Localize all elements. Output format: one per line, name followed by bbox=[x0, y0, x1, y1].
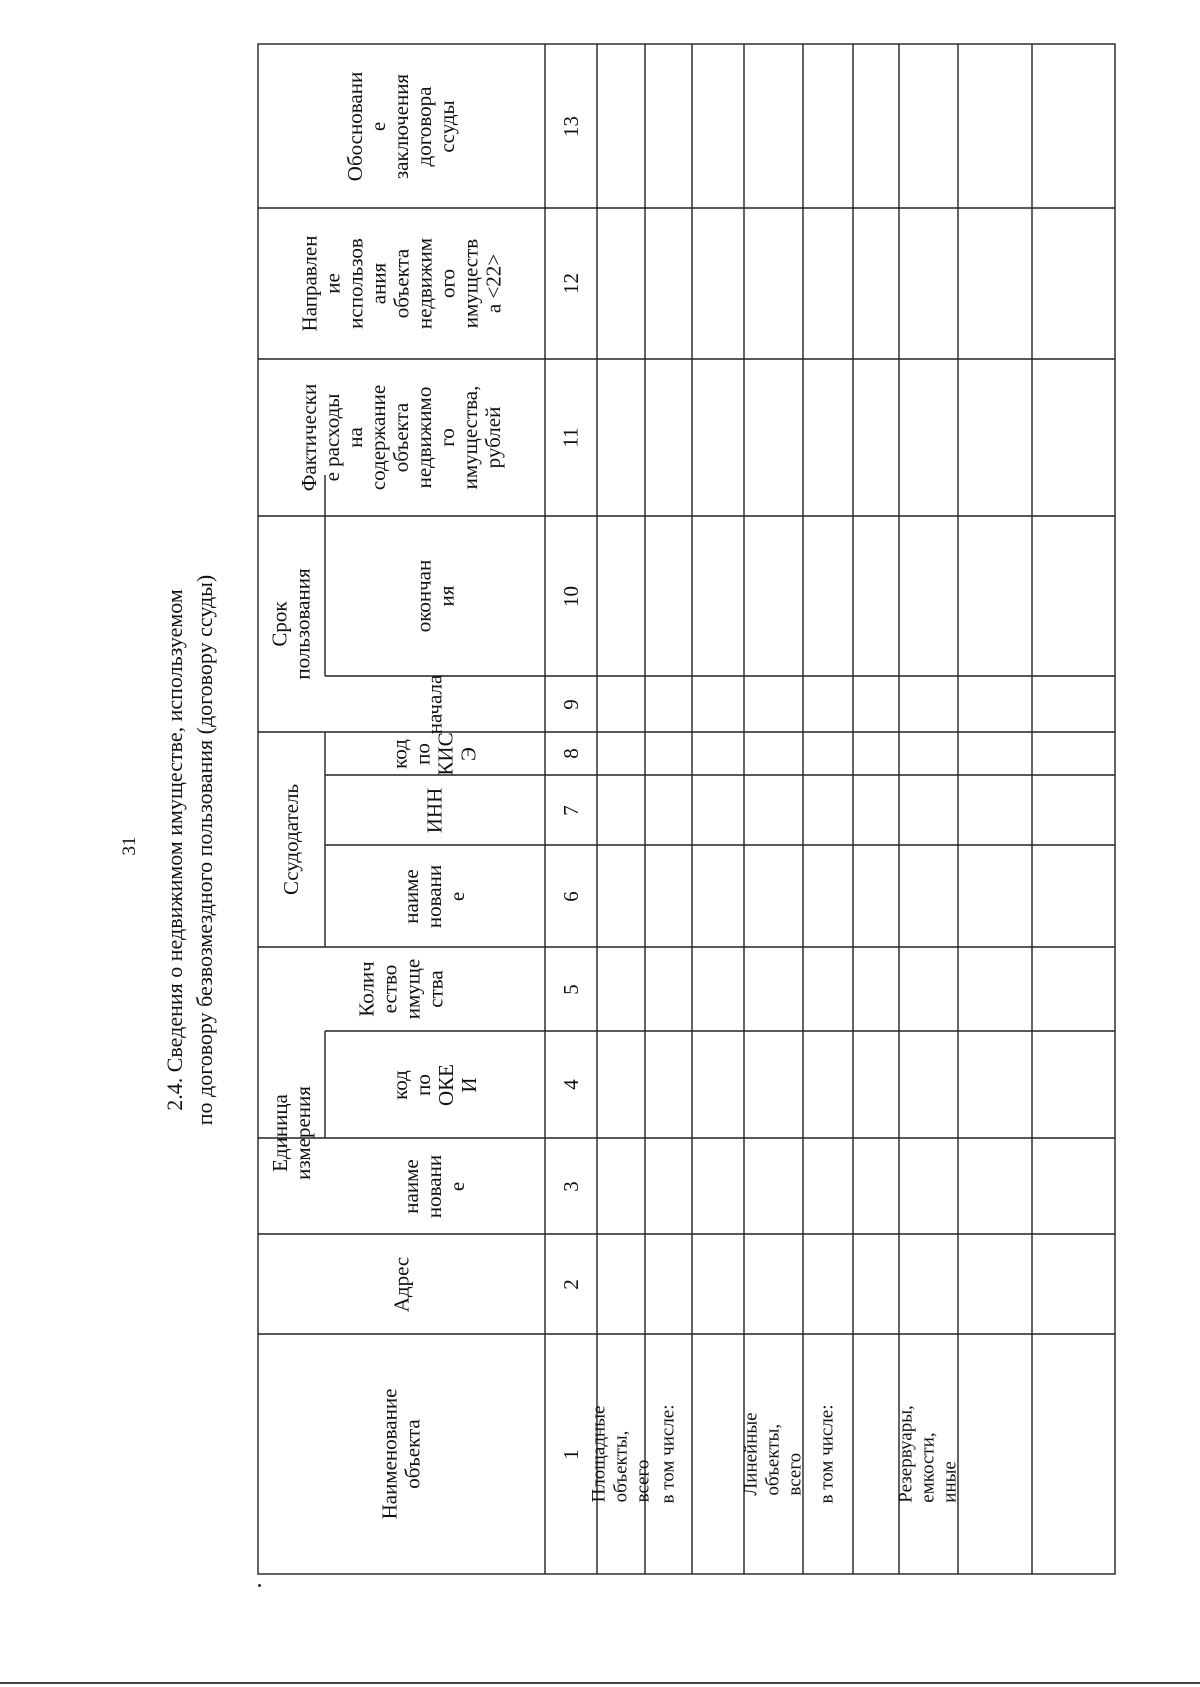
column-number-2 bbox=[545, 1234, 597, 1334]
column-number-2-text: 2 bbox=[558, 1278, 583, 1290]
bottom-rule bbox=[0, 1682, 1200, 1684]
section-title-line-2: по договору безвозмездного пользования (договору ссуды) bbox=[192, 574, 217, 1126]
header-lender-name bbox=[325, 845, 545, 947]
header-unit-okei bbox=[325, 1031, 545, 1138]
header-direction bbox=[258, 208, 545, 359]
header-lender-inn bbox=[325, 775, 545, 845]
header-quantity bbox=[258, 947, 545, 1031]
header-lender-group bbox=[258, 732, 325, 947]
column-number-3-text: 3 bbox=[558, 1180, 583, 1192]
header-basis-text: Обосновани е заключения договора ссуды bbox=[343, 71, 459, 181]
column-number-13 bbox=[545, 44, 597, 208]
header-basis bbox=[258, 44, 545, 208]
table-row-linear-objects bbox=[740, 1334, 806, 1574]
column-number-10-text: 10 bbox=[558, 585, 583, 607]
column-number-9-text: 9 bbox=[558, 698, 583, 710]
table-row-linear-objects-label: Линейные объекты, всего bbox=[740, 1412, 806, 1496]
table-row-reservoirs bbox=[895, 1334, 961, 1574]
column-number-4-text: 4 bbox=[558, 1079, 583, 1090]
header-lender-kise bbox=[325, 732, 545, 775]
column-number-12-text: 12 bbox=[558, 273, 583, 294]
column-number-11 bbox=[545, 359, 597, 516]
column-number-6 bbox=[545, 845, 597, 947]
column-number-7 bbox=[545, 775, 597, 845]
header-quantity-text: Колич ество имуще ства bbox=[354, 958, 448, 1020]
table-row-linear-including-label: в том числе: bbox=[817, 1404, 839, 1504]
header-unit-group bbox=[258, 1031, 325, 1234]
header-unit-name-text: наиме новани е bbox=[399, 1154, 470, 1218]
header-unit-okei-text: код по ОКЕ И bbox=[388, 1063, 481, 1106]
column-number-8-text: 8 bbox=[558, 748, 583, 759]
page-number-text: 31 bbox=[119, 836, 140, 856]
column-number-1-text: 1 bbox=[558, 1448, 583, 1460]
property-table bbox=[258, 44, 1115, 1574]
column-number-11-text: 11 bbox=[558, 427, 583, 448]
header-object-name-text: Наименование объекта bbox=[377, 1388, 425, 1520]
header-lender-kise-text: код по КИС Э bbox=[388, 731, 481, 776]
table-row-area-blank bbox=[692, 1334, 744, 1574]
table-row-area-including bbox=[645, 1334, 692, 1574]
stray-mark bbox=[258, 1584, 261, 1587]
table-row-reservoirs-label: Резервуары, емкости, иные bbox=[895, 1405, 961, 1503]
section-title-line-1: 2.4. Сведения о недвижимом имуществе, используемом bbox=[162, 589, 187, 1111]
header-term-group bbox=[258, 516, 325, 732]
column-number-8 bbox=[545, 732, 597, 775]
header-actual-costs-text: Фактически е расходы на содержание объекта недвижимо го имущества, рублей bbox=[296, 383, 505, 492]
header-lender-name-text: наиме новани е bbox=[399, 864, 470, 928]
table-row-area-including-label: в том числе: bbox=[657, 1404, 679, 1504]
header-address-text: Адрес bbox=[388, 1256, 413, 1312]
header-direction-text: Направлен ие использов ания объекта недвижим ого имуществ а <22> bbox=[296, 235, 505, 332]
table-row-linear-including bbox=[803, 1334, 853, 1574]
header-term-end bbox=[325, 516, 545, 676]
header-actual-costs bbox=[258, 359, 545, 516]
column-number-5-text: 5 bbox=[558, 983, 583, 995]
table-row-linear-blank bbox=[853, 1334, 899, 1574]
column-number-6-text: 6 bbox=[558, 890, 583, 902]
table-row-area-objects bbox=[588, 1334, 653, 1574]
page-number bbox=[120, 836, 140, 856]
table-row-area-objects-label: Площадные объекты, всего bbox=[588, 1405, 653, 1503]
column-number-3 bbox=[545, 1138, 597, 1234]
column-number-12 bbox=[545, 208, 597, 359]
column-number-5 bbox=[545, 947, 597, 1031]
header-term-start bbox=[325, 676, 545, 732]
column-number-9 bbox=[545, 676, 597, 732]
header-lender-group-text: Ссудодатель bbox=[279, 783, 303, 896]
header-term-start-text: начала bbox=[422, 674, 447, 734]
header-address bbox=[258, 1234, 545, 1334]
column-number-7-text: 7 bbox=[558, 804, 583, 816]
header-term-end-text: окончан ия bbox=[411, 559, 458, 633]
header-unit-group-text: Единица измерения bbox=[267, 1085, 315, 1180]
column-number-10 bbox=[545, 516, 597, 676]
header-object-name bbox=[258, 1334, 545, 1574]
header-term-group-text: Срок пользования bbox=[267, 568, 315, 680]
section-title bbox=[162, 574, 217, 1126]
column-number-4 bbox=[545, 1031, 597, 1138]
header-lender-inn-text: ИНН bbox=[422, 787, 447, 833]
column-number-13-text: 13 bbox=[558, 115, 583, 137]
header-unit-name bbox=[325, 1138, 545, 1234]
